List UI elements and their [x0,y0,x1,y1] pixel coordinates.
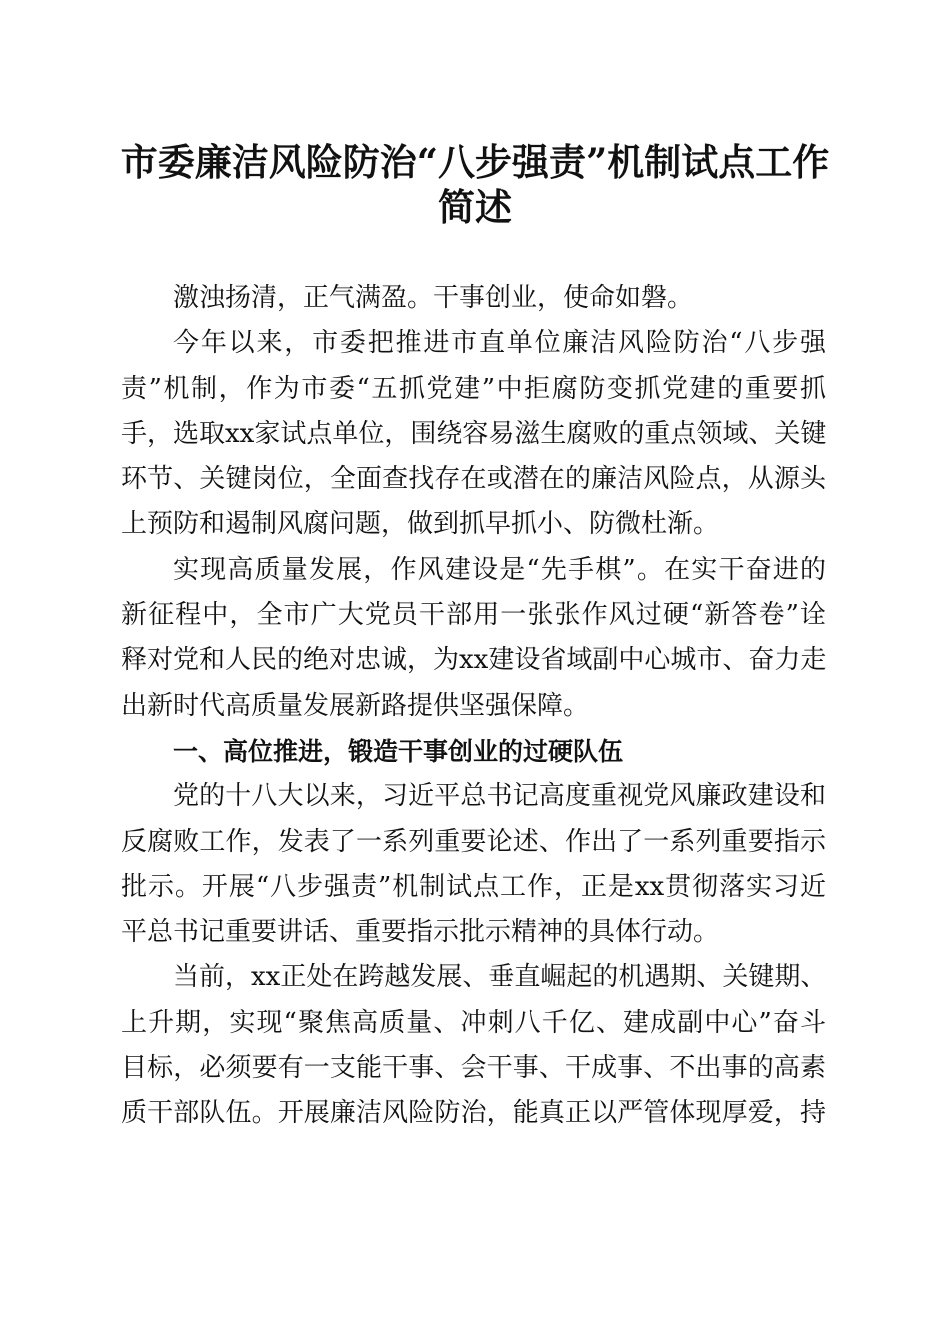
document-title-line-1: 市委廉洁风险防治“八步强责”机制试点工作 [120,140,830,184]
paragraph-line: 平总书记重要讲话、重要指示批示精神的具体行动。 [121,917,720,948]
paragraph-line: 目标，必须要有一支能干事、会干事、干成事、不出事的高素 [121,1053,826,1084]
paragraph-line: 新征程中，全市广大党员干部用一张张作风过硬“新答卷”诠 [121,600,826,631]
paragraph-line: 责”机制，作为市委“五抓党建”中拒腐防变抓党建的重要抓 [121,373,826,404]
paragraph-line: 上预防和遏制风腐问题，做到抓早抓小、防微杜渐。 [121,509,720,540]
paragraph-line: 出新时代高质量发展新路提供坚强保障。 [121,690,590,721]
paragraph-line: 环节、关键岗位，全面查找存在或潜在的廉洁风险点，从源头 [121,464,826,495]
paragraph-line: 当前，xx正处在跨越发展、垂直崛起的机遇期、关键期、 [173,962,826,993]
paragraph-line: 手，选取xx家试点单位，围绕容易滋生腐败的重点领域、关键 [121,418,826,449]
paragraph-line: 反腐败工作，发表了一系列重要论述、作出了一系列重要指示 [121,826,826,857]
paragraph-line: 释对党和人民的绝对忠诚，为xx建设省域副中心城市、奋力走 [121,645,826,676]
paragraph-line: 上升期，实现“聚焦高质量、冲刺八千亿、建成副中心”奋斗 [121,1007,826,1038]
document-title-line-2: 简述 [438,185,512,229]
paragraph-line: 党的十八大以来，习近平总书记高度重视党风廉政建设和 [173,781,826,812]
paragraph-line: 今年以来，市委把推进市直单位廉洁风险防治“八步强 [173,328,826,359]
paragraph-line: 质干部队伍。开展廉洁风险防治，能真正以严管体现厚爱，持 [121,1098,826,1129]
document-body [121,276,826,1137]
paragraph-line: 激浊扬清，正气满盈。干事创业，使命如磐。 [173,283,694,313]
paragraph-line: 批示。开展“八步强责”机制试点工作，正是xx贯彻落实习近 [121,871,826,902]
paragraph-line: 实现高质量发展，作风建设是“先手棋”。在实干奋进的 [173,554,826,585]
section-heading: 一、高位推进，锻造干事创业的过硬队伍 [173,736,624,766]
